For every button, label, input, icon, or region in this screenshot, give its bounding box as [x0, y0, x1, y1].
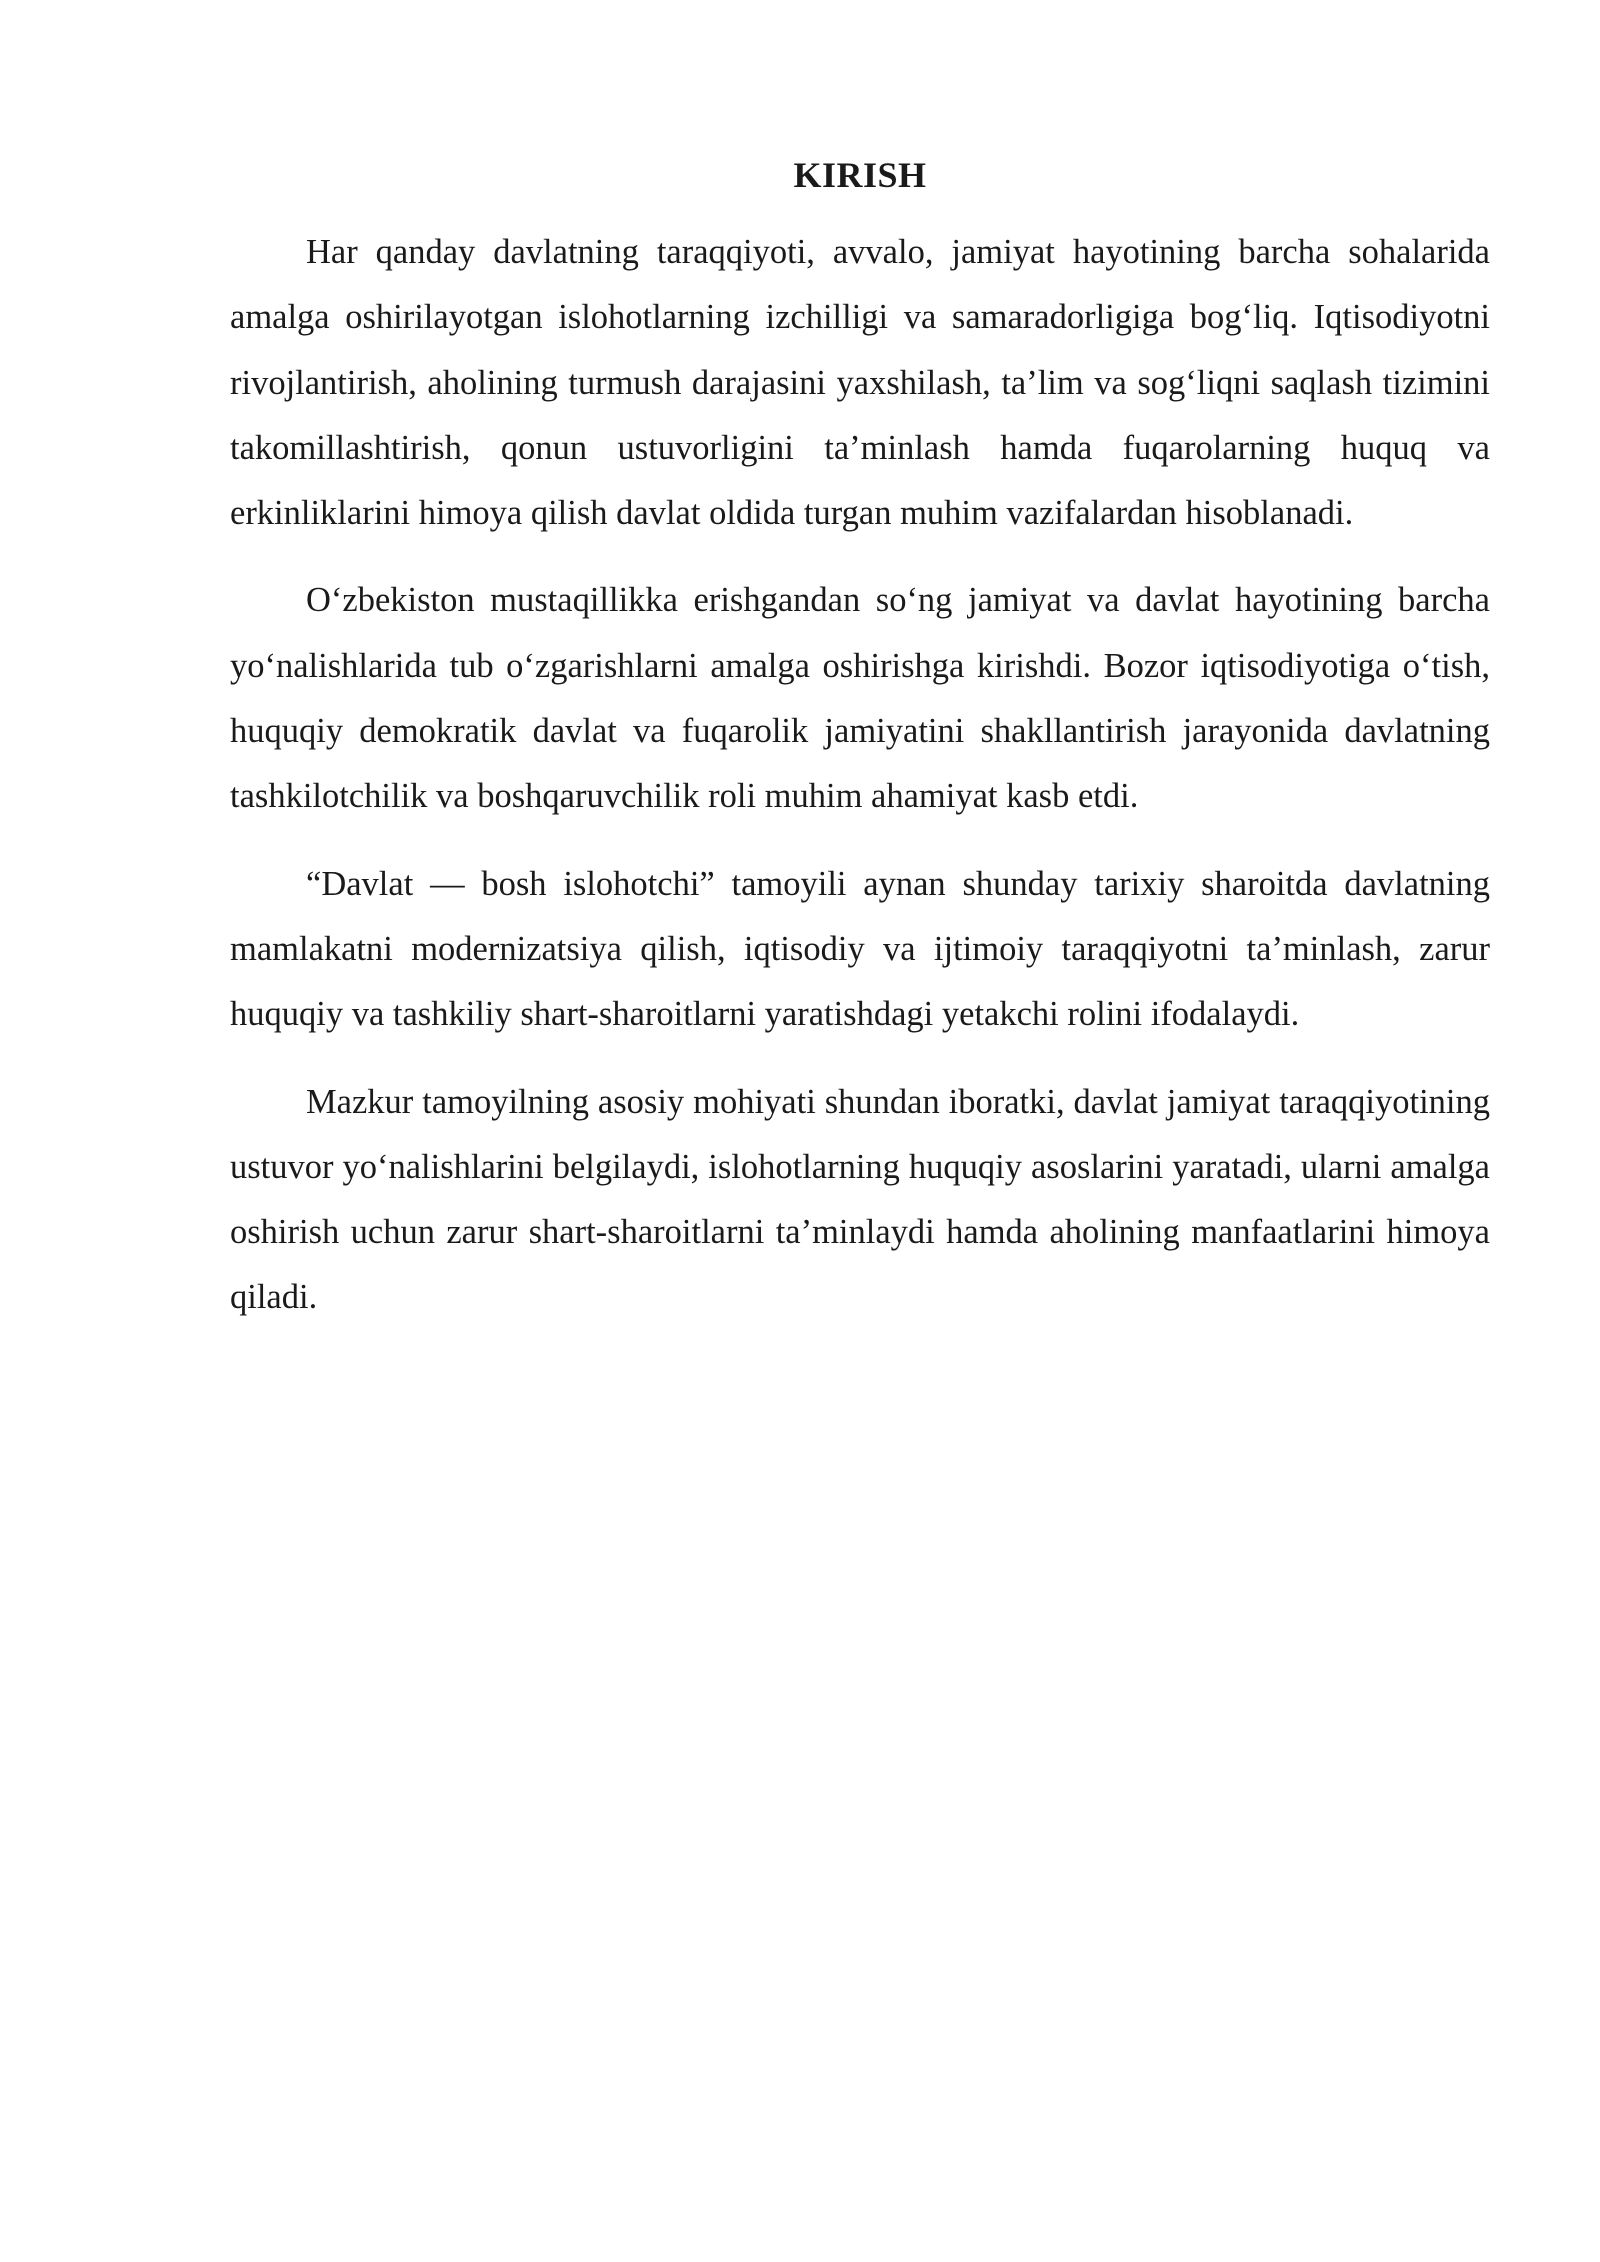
paragraph-1: Har qanday davlatning taraqqiyoti, avvalo, jamiyat hayotining barcha sohalarida amalga oshirilayotgan islohotlarning izchilligi va samaradorligiga bog‘liq. Iqtisodiyotni rivojlantirish, aholining turmush darajasini yaxshilash, ta’lim va sog‘liqni saqlash tizimini takomillashtirish, qonun ustuvorligini ta’minlash hamda fuqarolarning huquq va erkinliklarini himoya qilish davlat oldida turgan muhim vazifalardan hisoblanadi.	[230, 233, 1490, 533]
document-page	[230, 150, 1490, 1353]
paragraph-2: O‘zbekiston mustaqillikka erishgandan so‘ng jamiyat va davlat hayotining barcha yo‘nalishlarida tub o‘zgarishlarni amalga oshirishga kirishdi. Bozor iqtisodiyotiga o‘tish, huquqiy demokratik davlat va fuqarolik jamiyatini shakllantirish jarayonida davlatning tashkilotchilik va boshqaruvchilik roli muhim ahamiyat kasb etdi.	[230, 581, 1490, 816]
paragraph-3: “Davlat — bosh islohotchi” tamoyili aynan shunday tarixiy sharoitda davlatning mamlakatni modernizatsiya qilish, iqtisodiy va ijtimoiy taraqqiyotni ta’minlash, zarur huquqiy va tashkiliy shart-sharoitlarni yaratishdagi yetakchi rolini ifodalaydi.	[230, 864, 1490, 1034]
paragraph-4: Mazkur tamoyilning asosiy mohiyati shundan iboratki, davlat jamiyat taraqqiyotining ustuvor yo‘nalishlarini belgilaydi, islohotlarning huquqiy asoslarini yaratadi, ularni amalga oshirish uchun zarur shart-sharoitlarni ta’minlaydi hamda aholining manfaatlarini himoya qiladi.	[230, 1082, 1490, 1317]
document-title: KIRISH	[793, 155, 927, 195]
